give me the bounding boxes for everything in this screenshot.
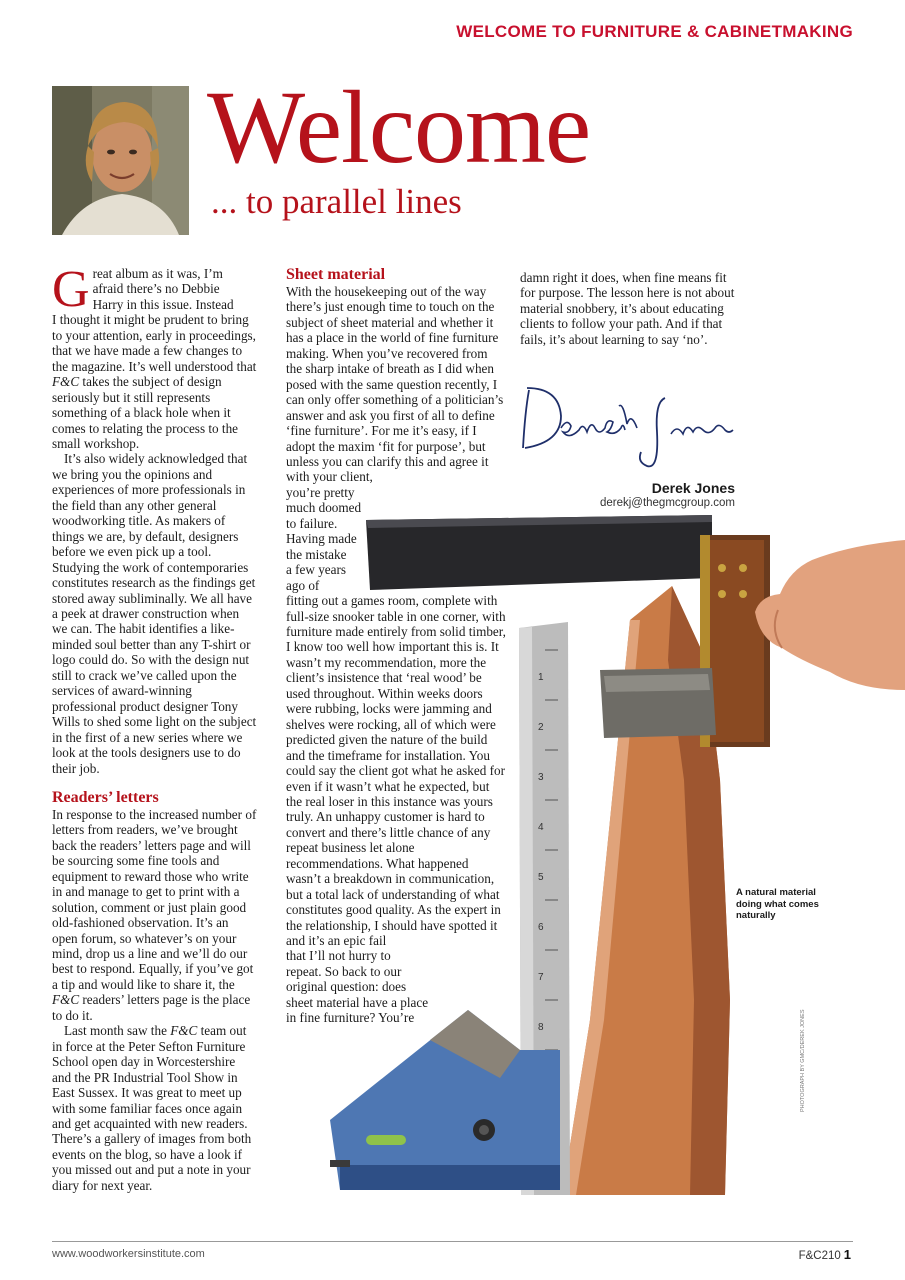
intro-paragraph	[52, 261, 257, 451]
wrap-line: Having made	[286, 531, 357, 547]
body-paragraph	[52, 1023, 257, 1193]
section-heading-readers-letters: Readers’ letters	[52, 788, 159, 806]
footer-website-link[interactable]: www.woodworkersinstitute.com	[52, 1248, 205, 1260]
wrap-line: in fine furniture? You’re	[286, 1010, 415, 1026]
ruler-mark: 2	[538, 722, 544, 733]
page-title: Welcome	[207, 70, 591, 185]
photo-credit: PHOTOGRAPH BY GMC/DEREK JONES	[800, 1009, 806, 1112]
ruler-mark: 3	[538, 772, 544, 783]
ruler-mark: 4	[538, 822, 544, 833]
intro-line: Harry in this issue. Instead	[92, 296, 234, 312]
column-1	[52, 261, 257, 1193]
body-paragraph: damn right it does, when fine means fit for purpose. The lesson here is not about material snobbery, it’s about educating clients to follow your path. And if that fails, it’s about learning to say ‘no’.	[520, 270, 735, 347]
body-text: In response to the increased number of letters from readers, we’ve brought back the readers’ letters page and will be sourcing some fine tools and equipment to reward those who write in and manage to get to print with a solution, comment or just plain good old-fashioned observation. It’s an open forum, so whatever’s on your mind, drop us a line and we’ll do our best to respond. Equally, if you’ve got a tip and would like to share it, the	[52, 806, 257, 992]
magazine-abbrev: F&C	[52, 374, 80, 390]
editor-portrait	[52, 86, 189, 235]
photo-square-and-timber	[330, 505, 905, 1205]
wrap-line: you’re pretty	[286, 484, 355, 500]
body-paragraph: fitting out a games room, complete with full-size snooker table in one corner, with furniture made entirely from solid timber, I know too well how important this is. It wasn’t my recommendation, more the client’s insistence that ‘real wood’ be used throughout. Within weeks doors were rubbing, locks were jamming and shelves were rocking, all of which were predicted given the nature of the build and the timeframe for installation. You could say the client got what he asked for even if it wasn’t what he expected, but the real loser in this instance was yours truly. An unhappy customer is hard to convert and there’s little chance of any repeat business let alone recommendations. What happened wasn’t a breakdown in communication, but a total lack of understanding of what constitutes good quality. As the expert in the relationship, I should have spotted it and it’s an epic fail	[286, 593, 506, 949]
photo-caption: A natural material doing what comes naturally	[736, 887, 819, 921]
intro-text: takes the subject of design seriously but it still represents something of a black hole when it comes to relating the process to the small workshop.	[52, 374, 239, 451]
intro-line: reat album as it was, I’m	[92, 266, 223, 281]
wrap-line: to failure.	[286, 515, 338, 531]
ruler-mark: 7	[538, 972, 544, 983]
wrap-line: much doomed	[286, 500, 362, 516]
ruler-mark: 8	[538, 1022, 544, 1033]
author-name: Derek Jones	[651, 480, 735, 496]
body-text: team out in force at the Peter Sefton Furniture School open day in Worcestershire and the PR Industrial Tool Show in East Sussex. It was great to meet up with some familiar faces once again and get acquainted with new readers. There’s a gallery of images from both events on the blog, so have a look if you missed out and put a note in your diary for next year.	[52, 1023, 252, 1193]
ruler-mark: 1	[538, 672, 544, 683]
magazine-abbrev: F&C	[170, 1023, 198, 1039]
intro-text: I thought it might be prudent to bring to your attention, early in proceedings, that we have made a few changes to the magazine. It’s well understood that	[52, 312, 257, 374]
column-3	[520, 270, 738, 347]
wrap-line: a few years	[286, 562, 347, 578]
signature	[515, 372, 740, 472]
body-text: Last month saw the	[64, 1023, 171, 1039]
wrap-line: ago of	[286, 577, 320, 593]
ruler-mark: 5	[538, 872, 544, 883]
author-email[interactable]: derekj@thegmcgroup.com	[599, 497, 735, 509]
page-number: 1	[843, 1247, 851, 1262]
section-header: WELCOME TO FURNITURE & CABINETMAKING	[456, 22, 853, 41]
section-heading-sheet-material: Sheet material	[286, 266, 386, 283]
body-paragraph: With the housekeeping out of the way there’s just enough time to touch on the subject of sheet material and whether it has a place in the world of fine furniture making. When you’ve recovered from the sharp intake of breath as I did when posed with the same question recently, I can only offer something of a politician’s answer and ask you first of all to define ‘fine furniture’. For me it’s easy, if I adopt the maxim ‘fit for purpose’, but unless you can clarify this and agree it with your client,	[286, 284, 504, 485]
body-paragraph	[52, 807, 257, 1023]
portrait-image	[52, 86, 189, 235]
wrap-line: sheet material have a place	[286, 994, 429, 1010]
wrap-line: repeat. So back to our	[286, 963, 402, 979]
wrap-line: original question: does	[286, 979, 407, 995]
issue-number: F&C210	[798, 1250, 841, 1262]
ruler-mark: 6	[538, 922, 544, 933]
footer-page-info	[799, 1247, 851, 1262]
drop-cap: G	[52, 261, 90, 318]
footer-divider	[52, 1241, 853, 1242]
page-subtitle: ... to parallel lines	[211, 182, 462, 221]
intro-line: afraid there’s no Debbie	[92, 281, 220, 297]
wrap-line: that I’ll not hurry to	[286, 948, 391, 964]
magazine-abbrev: F&C	[52, 992, 80, 1008]
wrap-line: the mistake	[286, 546, 347, 562]
body-text: readers’ letters page is the place to do it.	[52, 992, 251, 1023]
body-paragraph: It’s also widely acknowledged that we bring you the opinions and experiences of more professionals in the field than any other general woodworking title. As makers of things we are, by default, designers before we even pick up a tool. Studying the work of contemporaries constitutes research as the findings get stored away subliminally. We all have a peek at drawer construction when we can. The habit identifies a like-minded soul better than any T-shirt or logo could do. So with the design nut still to crack we’ve called upon the services of award-winning professional product designer Tony Wills to shed some light on the subject in the first of a new series where we look at the tools designers use to do their job.	[52, 451, 257, 776]
